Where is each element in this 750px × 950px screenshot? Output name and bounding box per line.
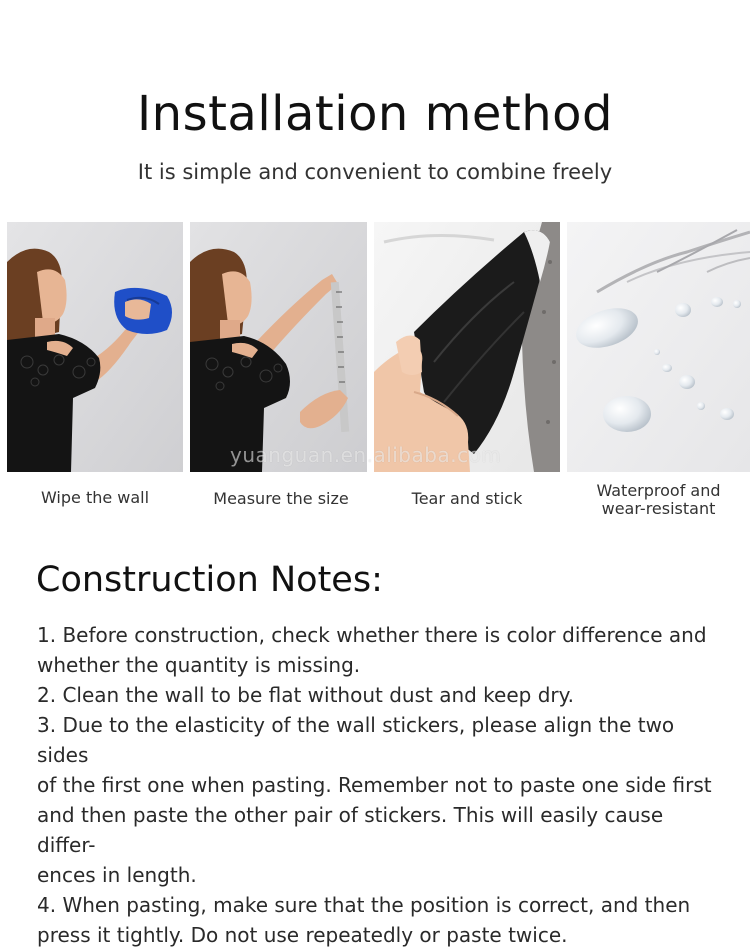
step-caption-tear: Tear and stick	[411, 489, 523, 508]
measure-size-photo	[190, 222, 367, 472]
installation-steps-gallery	[0, 222, 750, 472]
list-item: 2. Clean the wall to be flat without dust and keep dry.	[37, 683, 574, 707]
tear-stick-photo	[374, 222, 560, 472]
wipe-wall-photo	[7, 222, 183, 472]
list-item: 4. When pasting, make sure that the position is correct, and then press it tightly. Do not use repeatedly or paste twice.	[37, 893, 691, 947]
waterproof-photo	[567, 222, 750, 472]
list-item: 1. Before construction, check whether there is color difference and whether the quantity is missing.	[37, 623, 707, 677]
watermark-text: yuanguan.en.alibaba.com	[230, 443, 502, 467]
page-subtitle: It is simple and convenient to combine freely	[137, 160, 613, 184]
list-item: 3. Due to the elasticity of the wall stickers, please align the two sides of the first one when pasting. Remember not to paste one side first and then paste the other pair of stickers. This will easily cause differ- ences in length.	[37, 713, 712, 887]
page-title: Installation method	[137, 86, 613, 142]
step-caption-measure: Measure the size	[213, 489, 349, 508]
step-caption-waterproof: Waterproof and wear-resistant	[596, 481, 721, 518]
notes-heading: Construction Notes:	[36, 560, 383, 600]
step-caption-wipe: Wipe the wall	[40, 488, 150, 507]
construction-notes-list	[37, 620, 727, 950]
